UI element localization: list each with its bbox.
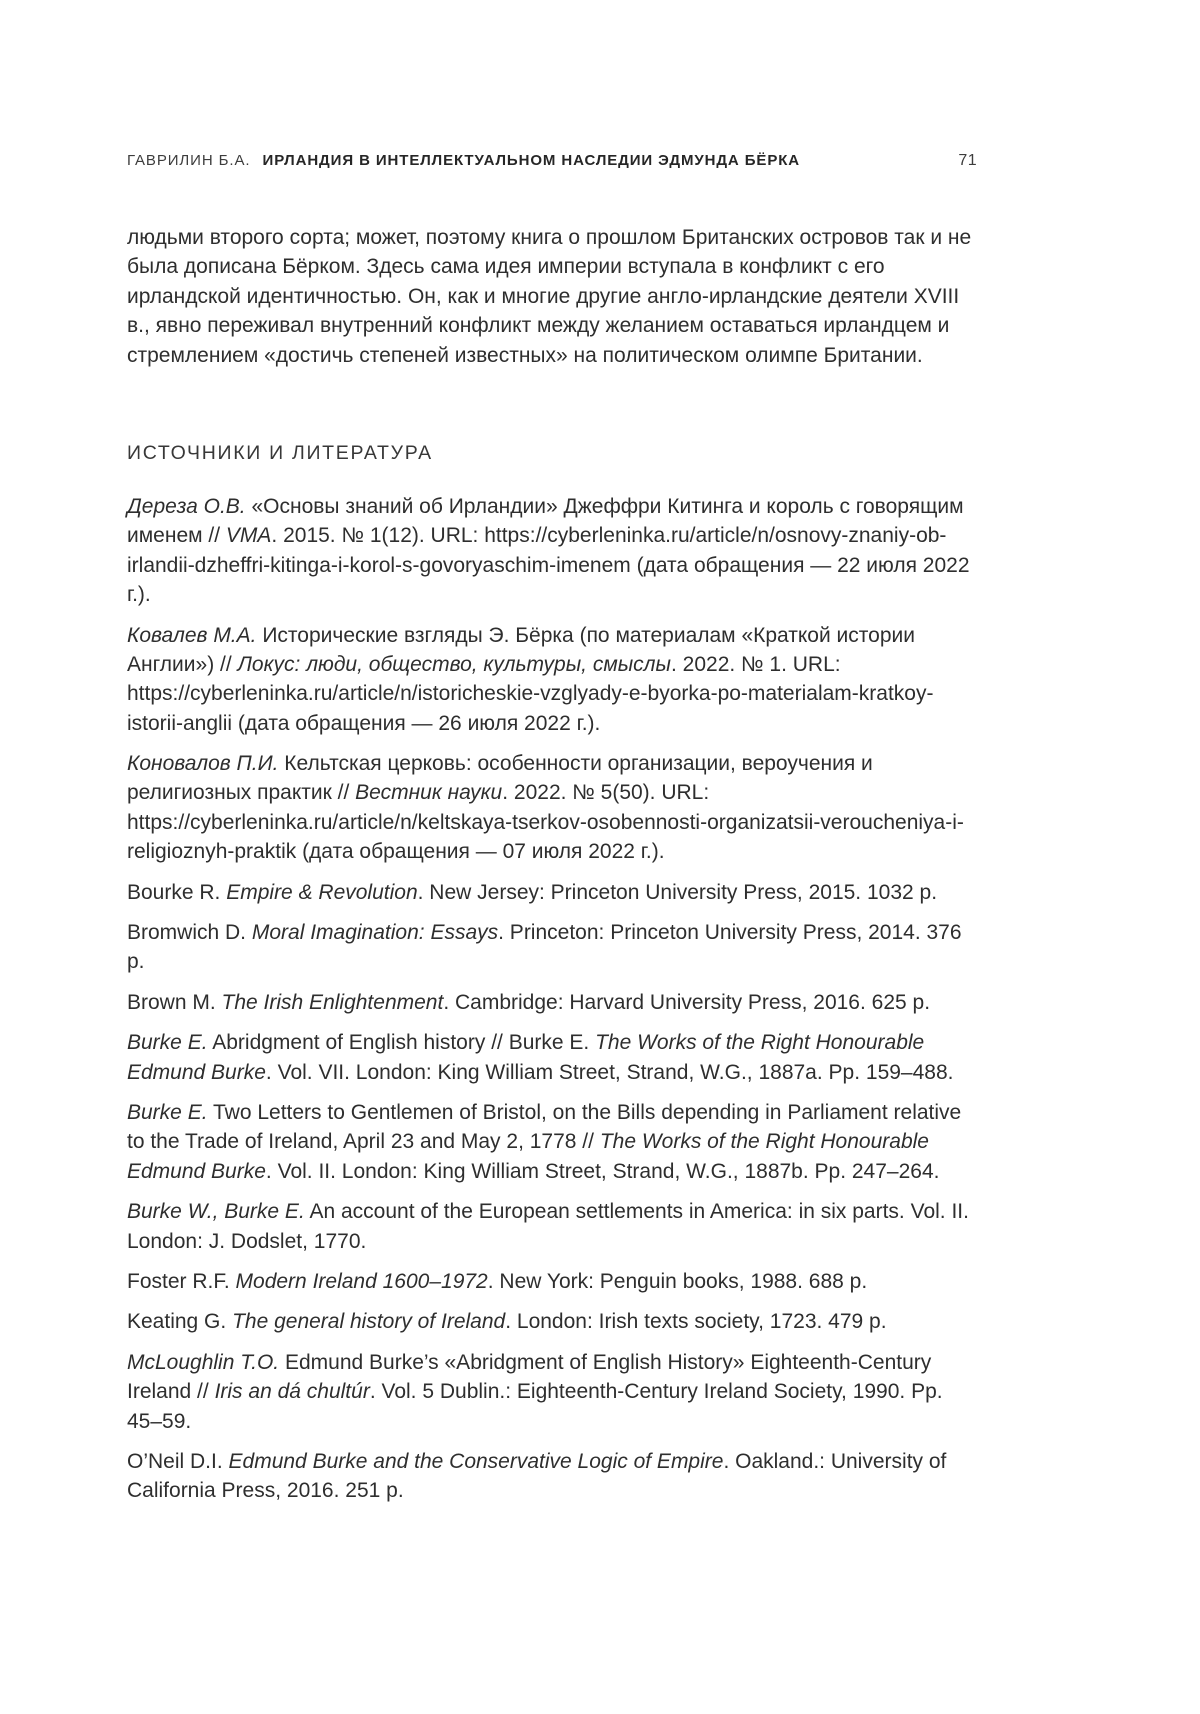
reference-segment: . Vol. II. London: King William Street, Strand, W.G., 1887b. Pp. 247–264. xyxy=(265,1159,940,1183)
reference-segment-italic: Moral Imagination: Essays xyxy=(251,921,499,945)
reference-segment: O’Neil D.I. xyxy=(127,1449,229,1473)
section-heading: ИСТОЧНИКИ И ЛИТЕРАТУРА xyxy=(127,441,433,464)
body-paragraph: людьми второго сорта; может, поэтому книга о прошлом Британских островов так и не была дописана Бёрком. Здесь сама идея империи вступала в конфликт с его ирландской идентичностью. Он, как и многие другие англо-ирландские деятели XVIII в., явно переживал внутренний конфликт между желанием оставаться ирландцем и стремлением «достичь степеней известных» на политическом олимпе Британии. xyxy=(127,226,972,367)
reference-segment-italic: Ковалев М.А. xyxy=(127,623,257,647)
reference-segment-italic: Empire & Revolution xyxy=(226,880,418,904)
reference-segment-italic: Локус: люди, общество, культуры, смыслы xyxy=(237,652,671,676)
reference-segment: Keating G. xyxy=(127,1310,233,1334)
reference-segment-italic: Burke E. xyxy=(127,1031,208,1055)
header-author: ГАВРИЛИН Б.А. xyxy=(127,152,251,169)
reference-segment: . Princeton: Princeton University Press, 2014. 376 p. xyxy=(127,921,962,974)
reference-segment: . New York: Penguin books, 1988. 688 p. xyxy=(487,1269,868,1293)
reference-segment-italic: Edmund Burke and the Conservative Logic of Empire xyxy=(228,1449,724,1473)
running-head-text xyxy=(127,152,800,169)
references-list xyxy=(127,492,977,1506)
reference-entry xyxy=(127,988,977,1017)
reference-segment: . Vol. VII. London: King William Street, Strand, W.G., 1887a. Pp. 159–488. xyxy=(265,1060,954,1084)
reference-segment-italic: McLoughlin T.O. xyxy=(127,1350,280,1374)
header-article-title: ИРЛАНДИЯ В ИНТЕЛЛЕКТУАЛЬНОМ НАСЛЕДИИ ЭДМУНДА БЁРКА xyxy=(262,152,801,169)
reference-entry xyxy=(127,1348,977,1436)
reference-segment-italic: The Irish Enlightenment xyxy=(221,990,444,1014)
reference-segment: . Cambridge: Harvard University Press, 2016. 625 p. xyxy=(443,990,931,1014)
reference-segment-italic: Коновалов П.И. xyxy=(127,752,279,776)
reference-entry xyxy=(127,878,977,907)
reference-segment-italic: Дереза О.В. xyxy=(127,494,246,518)
reference-segment-italic: Burke E. xyxy=(127,1100,208,1124)
reference-segment-italic: VMA xyxy=(225,524,272,548)
reference-segment: . 2022. № 1. URL: https://cyberleninka.ru/article/n/istoricheskie-vzglyady-e-byorka-po-materialam-kratkoy-istorii-anglii (дата обращения — 26 июля 2022 г.). xyxy=(127,652,934,735)
reference-entry xyxy=(127,1028,977,1087)
reference-segment: An account of the European settlements in America: in six parts. Vol. II. London: J. Dodslet, 1770. xyxy=(127,1200,969,1253)
reference-segment-italic: The general history of Ireland xyxy=(232,1310,506,1334)
reference-segment: «Основы знаний об Ирландии» Джеффри Китинга и король с говорящим именем // xyxy=(127,494,964,548)
reference-segment: . 2022. № 5(50). URL: https://cyberleninka.ru/article/n/keltskaya-tserkov-osobennosti-organizatsii-veroucheniya-i-religioznyh-praktik (дата обращения — 07 июля 2022 г.). xyxy=(127,781,964,864)
reference-segment: Two Letters to Gentlemen of Bristol, on the Bills depending in Parliament relative to the Trade of Ireland, April 23 and May 2, 1778 // xyxy=(127,1100,962,1154)
reference-segment: . 2015. № 1(12). URL: https://cyberleninka.ru/article/n/osnovy-znaniy-ob-irlandii-dzheffri-kitinga-i-korol-s-govoryaschim-imenem (дата обращения — 22 июля 2022 г.). xyxy=(127,524,970,607)
reference-segment: Bromwich D. xyxy=(127,921,252,945)
reference-segment: . Vol. 5 Dublin.: Eighteenth-Century Ireland Society, 1990. Pp. 45–59. xyxy=(127,1380,943,1433)
running-head xyxy=(127,152,977,170)
reference-segment: Edmund Burke’s «Abridgment of English History» Eighteenth-Century Ireland // xyxy=(127,1350,932,1404)
page-number: 71 xyxy=(958,152,977,169)
reference-segment-italic: Iris an dá chultúr xyxy=(214,1380,370,1404)
reference-segment: Кельтская церковь: особенности организации, вероучения и религиозных практик // xyxy=(127,752,873,805)
reference-entry xyxy=(127,749,977,867)
reference-segment-italic: The Works of the Right Honourable Edmund Burke xyxy=(127,1031,925,1084)
reference-segment: Brown M. xyxy=(127,990,222,1014)
reference-entry xyxy=(127,1447,977,1506)
reference-entry xyxy=(127,1307,977,1336)
reference-segment: Bourke R. xyxy=(127,880,227,904)
reference-segment-italic: Burke W., Burke E. xyxy=(127,1200,305,1224)
reference-segment: Foster R.F. xyxy=(127,1269,236,1293)
reference-segment: . New Jersey: Princeton University Press, 2015. 1032 p. xyxy=(417,880,938,904)
page-content xyxy=(127,152,977,1517)
reference-segment-italic: Вестник науки xyxy=(355,781,503,805)
reference-entry xyxy=(127,1197,977,1256)
reference-entry xyxy=(127,492,977,610)
reference-segment: . London: Irish texts society, 1723. 479 p. xyxy=(505,1310,887,1334)
reference-segment-italic: The Works of the Right Honourable Edmund Burke xyxy=(127,1130,929,1183)
reference-entry xyxy=(127,621,977,739)
reference-entry xyxy=(127,918,977,977)
reference-entry xyxy=(127,1267,977,1296)
reference-segment-italic: Modern Ireland 1600–1972 xyxy=(235,1269,488,1293)
reference-segment: Исторические взгляды Э. Бёрка (по материалам «Краткой истории Англии») // xyxy=(127,623,915,676)
reference-segment: Abridgment of English history // Burke E. xyxy=(207,1031,596,1055)
reference-entry xyxy=(127,1098,977,1186)
reference-segment: . Oakland.: University of California Press, 2016. 251 p. xyxy=(127,1449,947,1503)
